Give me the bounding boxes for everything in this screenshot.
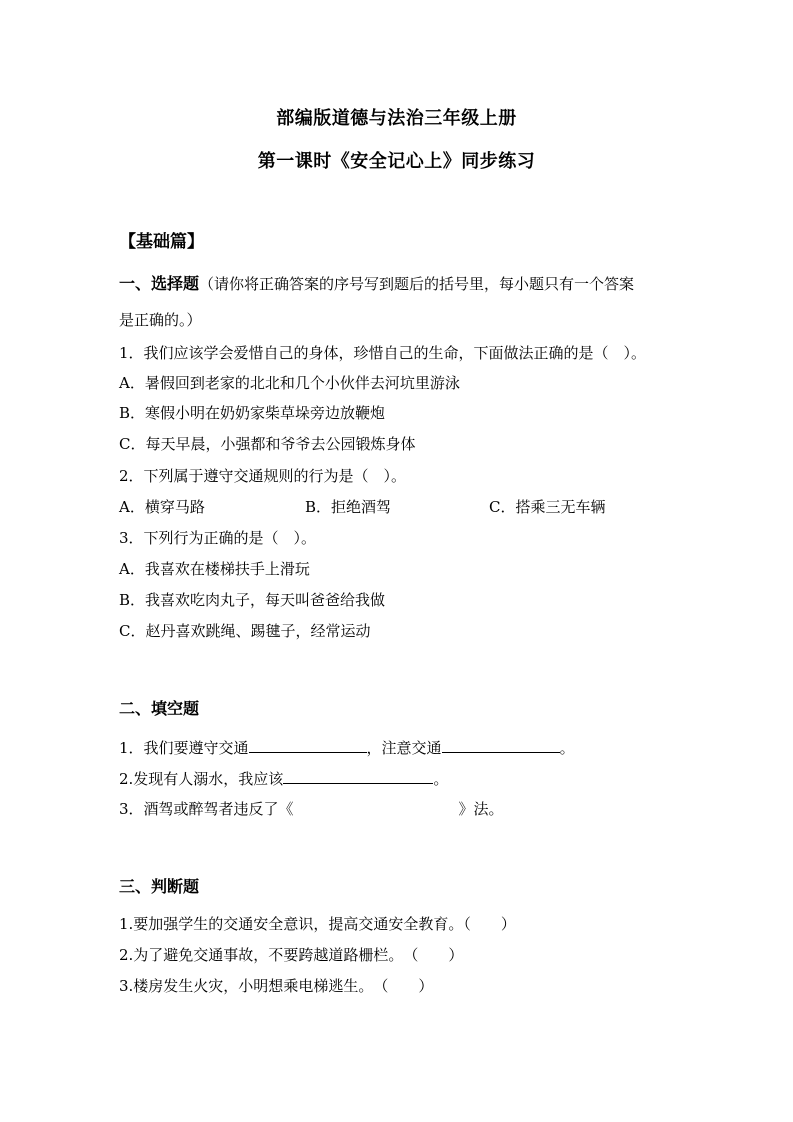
- fill-q1-text-3: 。: [559, 739, 575, 757]
- q1-option-c: C．每天早晨，小强都和爷爷去公园锻炼身体: [119, 435, 416, 453]
- fill-q3-text-1: 3．酒驾或醉驾者违反了《: [119, 800, 294, 818]
- fill-q1-text-1: 1．我们要遵守交通: [119, 739, 249, 757]
- fill-q3: [119, 799, 504, 819]
- judge-q3: 3.楼房发生火灾，小明想乘电梯逃生。 （ ）: [119, 977, 434, 995]
- q3-option-a: A．我喜欢在楼梯扶手上滑玩: [119, 560, 310, 578]
- section3-heading: 三、判断题: [119, 877, 200, 896]
- q1-option-a: A．暑假回到老家的北北和几个小伙伴去河坑里游泳: [119, 374, 460, 392]
- fill-q2-text-2: 。: [433, 770, 449, 788]
- section1-instruction: （请你将正确答案的序号写到题后的括号里，每小题只有一个答案: [199, 275, 635, 293]
- section2-heading: 二、填空题: [119, 699, 200, 718]
- fill-q1-blank-1[interactable]: [249, 737, 367, 753]
- q2-option-b: B．拒绝酒驾: [305, 498, 392, 516]
- fill-q1: [119, 737, 575, 758]
- section1-heading-line: [119, 274, 634, 294]
- q2-option-a: A．横穿马路: [119, 498, 205, 516]
- q3-option-c: C．赵丹喜欢跳绳、踢毽子，经常运动: [119, 622, 371, 640]
- q3-stem: 3．下列行为正确的是（ ）。: [119, 529, 317, 547]
- q1-stem: 1．我们应该学会爱惜自己的身体，珍惜自己的生命，下面做法正确的是（ ）。: [119, 344, 647, 362]
- fill-q3-text-2: 》法。: [458, 800, 504, 818]
- section1-heading: 一、选择题: [119, 274, 200, 293]
- worksheet-subtitle: 第一课时《安全记心上》同步练习: [257, 151, 536, 172]
- q2-stem: 2．下列属于遵守交通规则的行为是（ ）。: [119, 467, 407, 485]
- q2-option-c: C．搭乘三无车辆: [489, 498, 606, 516]
- level-heading: 【基础篇】: [119, 232, 204, 252]
- fill-q2-blank[interactable]: [283, 768, 433, 784]
- judge-q1: 1.要加强学生的交通安全意识，提高交通安全教育。（ ）: [119, 915, 516, 933]
- q1-option-b: B．寒假小明在奶奶家柴草垛旁边放鞭炮: [119, 404, 386, 422]
- judge-q2: 2.为了避免交通事故，不要跨越道路栅栏。 （ ）: [119, 946, 464, 964]
- fill-q1-text-2: ，注意交通: [366, 739, 442, 757]
- fill-q2: [119, 768, 448, 789]
- section1-instruction-cont: 是正确的。）: [119, 311, 202, 329]
- q3-option-b: B．我喜欢吃肉丸子，每天叫爸爸给我做: [119, 591, 386, 609]
- fill-q1-blank-2[interactable]: [442, 737, 560, 753]
- worksheet-title: 部编版道德与法治三年级上册: [276, 108, 517, 129]
- fill-q2-text-1: 2.发现有人溺水，我应该: [119, 770, 284, 788]
